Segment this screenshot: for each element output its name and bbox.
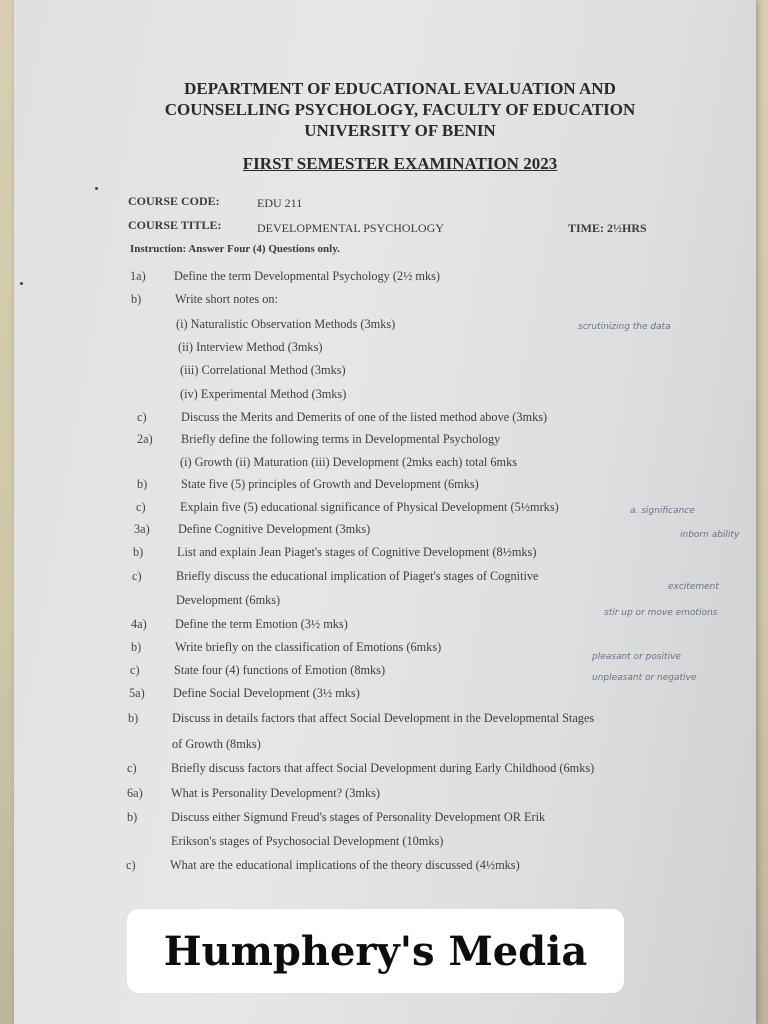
question-number: b)	[137, 477, 148, 491]
question-text: Discuss either Sigmund Freud's stages of Personality Development OR Erik	[171, 810, 546, 824]
question-number: b)	[133, 545, 144, 559]
question-number: b)	[131, 640, 142, 654]
question-text: Briefly discuss the educational implication of Piaget's stages of Cognitive	[176, 569, 539, 583]
question-number: c)	[130, 663, 140, 677]
university-name: UNIVERSITY OF BENIN	[304, 121, 496, 140]
question-text: Briefly discuss factors that affect Social Development during Early Childhood (6mks)	[171, 761, 595, 775]
question-text: Erikson's stages of Psychosocial Development (10mks)	[171, 834, 444, 848]
question-number: b)	[131, 292, 142, 306]
question-number: 1a)	[130, 269, 146, 283]
handwritten-note: stir up or move emotions	[604, 608, 718, 618]
speck	[20, 282, 23, 285]
question-text: Define the term Developmental Psychology (2½ mks)	[174, 269, 441, 283]
handwritten-note: a. significance	[630, 506, 695, 516]
question-number: c)	[132, 569, 142, 583]
speck	[95, 187, 98, 190]
question-text: Write short notes on:	[175, 292, 278, 306]
question-text: Development (6mks)	[176, 593, 281, 607]
handwritten-note: excitement	[668, 582, 719, 592]
department-line-1: DEPARTMENT OF EDUCATIONAL EVALUATION AND	[184, 79, 616, 98]
question-number: b)	[128, 711, 139, 725]
question-text: List and explain Jean Piaget's stages of Cognitive Development (8½mks)	[177, 545, 537, 559]
department-line-2: COUNSELLING PSYCHOLOGY, FACULTY OF EDUCATION	[164, 100, 636, 119]
question-text: (iv) Experimental Method (3mks)	[180, 387, 347, 401]
course-title-label: COURSE TITLE:	[128, 218, 222, 232]
question-text: Briefly define the following terms in Developmental Psychology	[181, 432, 501, 446]
question-number: 2a)	[137, 432, 153, 446]
question-text: (iii) Correlational Method (3mks)	[180, 363, 346, 377]
question-text: (ii) Interview Method (3mks)	[178, 340, 323, 354]
question-text: (i) Growth (ii) Maturation (iii) Development (2mks each) total 6mks	[180, 455, 518, 469]
question-number: c)	[136, 500, 146, 514]
question-text: of Growth (8mks)	[172, 737, 261, 751]
course-code: EDU 211	[257, 196, 303, 210]
question-number: 4a)	[131, 617, 147, 631]
question-number: c)	[126, 858, 136, 872]
question-number: b)	[127, 810, 138, 824]
question-text: Define Cognitive Development (3mks)	[178, 522, 371, 536]
question-text: Define Social Development (3½ mks)	[173, 686, 360, 700]
question-text: State four (4) functions of Emotion (8mks)	[174, 663, 386, 677]
handwritten-note: pleasant or positive	[592, 652, 681, 662]
question-number: c)	[137, 410, 147, 424]
course-title: DEVELOPMENTAL PSYCHOLOGY	[257, 221, 444, 235]
question-text: What is Personality Development? (3mks)	[171, 786, 380, 800]
question-text: What are the educational implications of the theory discussed (4½mks)	[170, 858, 520, 872]
question-number: c)	[127, 761, 137, 775]
exam-time: TIME: 2½HRS	[568, 221, 647, 235]
question-number: 5a)	[129, 686, 145, 700]
exam-title: FIRST SEMESTER EXAMINATION 2023	[242, 154, 558, 173]
question-text: Define the term Emotion (3½ mks)	[175, 617, 348, 631]
question-number: 3a)	[134, 522, 150, 536]
question-text: Write briefly on the classification of Emotions (6mks)	[175, 640, 442, 654]
question-text: State five (5) principles of Growth and Development (6mks)	[181, 477, 479, 491]
question-number: 6a)	[127, 786, 143, 800]
question-text: Explain five (5) educational significance of Physical Development (5½mrks)	[180, 500, 559, 514]
instruction: Instruction: Answer Four (4) Questions only.	[130, 243, 340, 255]
question-text: (i) Naturalistic Observation Methods (3mks)	[176, 317, 396, 331]
handwritten-note: unpleasant or negative	[592, 673, 697, 683]
course-code-label: COURSE CODE:	[128, 194, 220, 208]
handwritten-note: inborn ability	[680, 530, 740, 540]
watermark-banner	[127, 909, 624, 993]
watermark-text: Humphery's Media	[163, 927, 588, 975]
question-text: Discuss in details factors that affect Social Development in the Developmental Stages	[172, 711, 595, 725]
handwritten-note: scrutinizing the data	[578, 322, 671, 332]
question-text: Discuss the Merits and Demerits of one of the listed method above (3mks)	[181, 410, 548, 424]
